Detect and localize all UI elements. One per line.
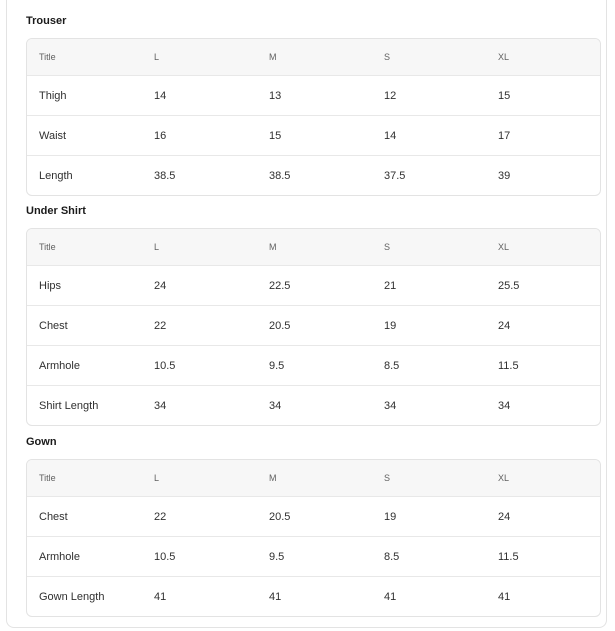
row-title-cell: Armhole — [39, 359, 80, 372]
size-s-cell: 19 — [384, 319, 397, 332]
size-l-cell: 10.5 — [154, 359, 176, 372]
row-title-cell: Length — [39, 169, 73, 182]
size-s-cell: 41 — [384, 590, 397, 603]
row-title-cell: Hips — [39, 279, 62, 292]
table-header-row — [27, 460, 600, 496]
size-m-cell: 20.5 — [269, 510, 291, 523]
size-m-cell: 9.5 — [269, 359, 285, 372]
size-m-cell: 41 — [269, 590, 282, 603]
size-m-cell: 22.5 — [269, 279, 291, 292]
size-xl-cell: 41 — [498, 590, 511, 603]
row-title-cell: Armhole — [39, 550, 80, 563]
size-l-cell: 38.5 — [154, 169, 176, 182]
size-l-cell: 24 — [154, 279, 167, 292]
size-xl-cell: 17 — [498, 129, 511, 142]
row-title-cell: Chest — [39, 510, 68, 523]
size-l-cell: 41 — [154, 590, 167, 603]
size-xl-cell: 25.5 — [498, 279, 520, 292]
size-xl-cell: 39 — [498, 169, 511, 182]
column-header-l: L — [154, 52, 160, 62]
table-row — [27, 75, 600, 115]
size-l-cell: 34 — [154, 399, 167, 412]
column-header-m: M — [269, 473, 277, 483]
table-row — [27, 536, 600, 576]
row-title-cell: Gown Length — [39, 590, 105, 603]
table-row — [27, 115, 600, 155]
column-header-s: S — [384, 473, 391, 483]
size-s-cell: 19 — [384, 510, 397, 523]
table-row — [27, 496, 600, 536]
table-row — [27, 305, 600, 345]
size-xl-cell: 34 — [498, 399, 511, 412]
size-s-cell: 37.5 — [384, 169, 406, 182]
section-title-under-shirt: Under Shirt — [26, 205, 86, 217]
table-row — [27, 345, 600, 385]
size-l-cell: 16 — [154, 129, 167, 142]
size-xl-cell: 15 — [498, 89, 511, 102]
column-header-m: M — [269, 52, 277, 62]
size-xl-cell: 11.5 — [498, 550, 519, 563]
column-header-title: Title — [39, 242, 56, 252]
size-m-cell: 34 — [269, 399, 282, 412]
size-table-gown — [26, 459, 601, 617]
size-l-cell: 10.5 — [154, 550, 176, 563]
section-title-gown: Gown — [26, 436, 57, 448]
column-header-m: M — [269, 242, 277, 252]
column-header-l: L — [154, 473, 160, 483]
size-s-cell: 21 — [384, 279, 397, 292]
table-header-row — [27, 39, 600, 75]
size-l-cell: 22 — [154, 510, 167, 523]
column-header-xl: XL — [498, 52, 510, 62]
size-s-cell: 14 — [384, 129, 397, 142]
size-l-cell: 14 — [154, 89, 167, 102]
table-row — [27, 385, 600, 425]
size-xl-cell: 11.5 — [498, 359, 519, 372]
table-header-row — [27, 229, 600, 265]
size-s-cell: 12 — [384, 89, 397, 102]
size-m-cell: 13 — [269, 89, 282, 102]
size-table-trouser — [26, 38, 601, 196]
size-s-cell: 8.5 — [384, 359, 400, 372]
column-header-xl: XL — [498, 242, 510, 252]
table-row — [27, 265, 600, 305]
size-xl-cell: 24 — [498, 319, 511, 332]
column-header-s: S — [384, 52, 391, 62]
size-m-cell: 20.5 — [269, 319, 291, 332]
size-xl-cell: 24 — [498, 510, 511, 523]
size-chart-container — [6, 0, 607, 628]
section-title-trouser: Trouser — [26, 15, 67, 27]
size-m-cell: 38.5 — [269, 169, 291, 182]
column-header-title: Title — [39, 52, 56, 62]
column-header-l: L — [154, 242, 160, 252]
row-title-cell: Shirt Length — [39, 399, 99, 412]
row-title-cell: Thigh — [39, 89, 67, 102]
size-l-cell: 22 — [154, 319, 167, 332]
column-header-xl: XL — [498, 473, 510, 483]
column-header-s: S — [384, 242, 391, 252]
size-s-cell: 34 — [384, 399, 397, 412]
table-row — [27, 576, 600, 616]
size-table-under-shirt — [26, 228, 601, 426]
table-row — [27, 155, 600, 195]
size-s-cell: 8.5 — [384, 550, 400, 563]
row-title-cell: Waist — [39, 129, 67, 142]
row-title-cell: Chest — [39, 319, 68, 332]
column-header-title: Title — [39, 473, 56, 483]
size-m-cell: 9.5 — [269, 550, 285, 563]
size-m-cell: 15 — [269, 129, 282, 142]
